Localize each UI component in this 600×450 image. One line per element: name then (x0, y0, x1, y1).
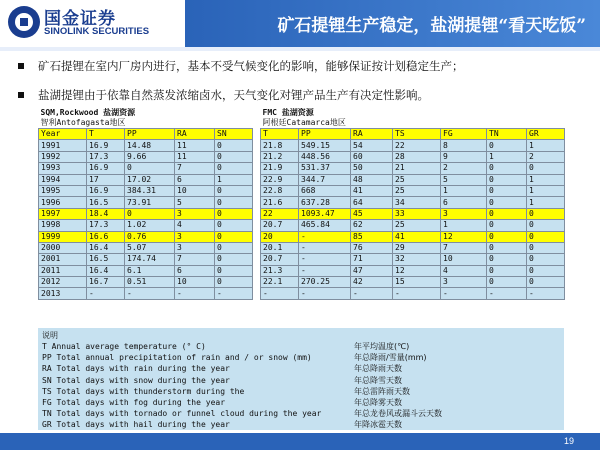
table-cell: 1 (487, 151, 527, 162)
column-header: PP (125, 129, 175, 140)
column-header: SN (215, 129, 253, 140)
note-english: SN Total days with snow during the year (42, 375, 230, 385)
table-cell: 0 (125, 163, 175, 174)
table-cell: 0.51 (125, 277, 175, 288)
column-gap (253, 277, 261, 288)
table-cell: 448.56 (299, 151, 351, 162)
logo-mark-icon (8, 6, 40, 38)
table-cell: 20.7 (261, 254, 299, 265)
table-cell: 531.37 (299, 163, 351, 174)
table-cell: 47 (351, 265, 393, 276)
table-cell: 0 (215, 242, 253, 253)
year-cell: 2001 (39, 254, 87, 265)
table-cell: 16.9 (87, 163, 125, 174)
table-cell: 42 (351, 277, 393, 288)
table-cell: 64 (351, 197, 393, 208)
table-cell: 22.8 (261, 185, 299, 196)
table-cell: 16.5 (87, 254, 125, 265)
table-cell: 16.9 (87, 140, 125, 151)
table-cell: 76 (351, 242, 393, 253)
year-cell: 1991 (39, 140, 87, 151)
table-cell: 7 (175, 163, 215, 174)
table-row (39, 265, 565, 276)
table-cell: 60 (351, 151, 393, 162)
note-chinese: 年总降雾天数 (354, 398, 402, 407)
table-cell: 32 (393, 254, 441, 265)
table-cell: 6 (175, 265, 215, 276)
table-cell: 21.6 (261, 197, 299, 208)
table-cell: 0 (527, 254, 565, 265)
year-cell: 1994 (39, 174, 87, 185)
table-row (39, 174, 565, 185)
table-cell: 21.9 (261, 163, 299, 174)
table-cell: - (527, 288, 565, 299)
table-cell: 25 (393, 185, 441, 196)
table-row (39, 197, 565, 208)
column-gap (253, 174, 261, 185)
note-english: T Annual average temperature (° C) (42, 342, 206, 351)
column-gap (253, 242, 261, 253)
table-cell: 10 (175, 277, 215, 288)
note-english: FG Total days with fog during the year (42, 398, 226, 407)
table-row (39, 277, 565, 288)
table-cell: 1 (527, 174, 565, 185)
column-gap (253, 197, 261, 208)
table-cell: 12 (393, 265, 441, 276)
table-cell: 1.02 (125, 220, 175, 231)
table-cell: 0 (215, 208, 253, 219)
column-gap (253, 108, 261, 118)
table-cell: 0 (487, 220, 527, 231)
table-cell: 28 (393, 151, 441, 162)
table-cell: 22.1 (261, 277, 299, 288)
table-cell: 0 (487, 197, 527, 208)
table-cell: - (175, 288, 215, 299)
table-cell: 344.7 (299, 174, 351, 185)
note-english: PP Total annual precipitation of rain and / or snow (mm) (42, 353, 312, 363)
column-gap (253, 129, 261, 140)
table-cell: 0 (215, 254, 253, 265)
table-cell: 1 (527, 140, 565, 151)
footer-bar (0, 433, 600, 450)
table-cell: - (299, 231, 351, 242)
table-cell: 549.15 (299, 140, 351, 151)
title-divider (0, 47, 600, 51)
table-cell: 6 (175, 174, 215, 185)
table-cell: 0 (527, 231, 565, 242)
table-cell: 9 (441, 151, 487, 162)
table-row (39, 288, 565, 299)
table-cell: 0 (527, 265, 565, 276)
note-english: RA Total days with rain during the year (42, 364, 230, 374)
column-gap (253, 254, 261, 265)
table-cell: 14.48 (125, 140, 175, 151)
table-cell: 16.5 (87, 197, 125, 208)
source-row (39, 108, 565, 118)
table-cell: - (87, 288, 125, 299)
table-cell: 11 (175, 140, 215, 151)
logo (0, 0, 185, 47)
table-cell: 10 (441, 254, 487, 265)
column-header: RA (351, 129, 393, 140)
table-cell: 3 (441, 277, 487, 288)
note-english: TS Total days with thunderstorm during the (42, 386, 245, 396)
note-chinese: 年总降雪天数 (354, 375, 402, 385)
table-cell: 4 (441, 265, 487, 276)
note-item (42, 419, 562, 430)
year-cell: 2013 (39, 288, 87, 299)
table-row (39, 151, 565, 162)
climate-data-panel (38, 108, 564, 430)
table-cell: 6 (441, 197, 487, 208)
table-cell: 34 (393, 197, 441, 208)
table-cell: 1 (527, 197, 565, 208)
table-cell: 0 (215, 140, 253, 151)
table-cell: 20.1 (261, 242, 299, 253)
year-cell: 1998 (39, 220, 87, 231)
table-row (39, 254, 565, 265)
table-cell: 73.91 (125, 197, 175, 208)
note-item (42, 386, 562, 397)
table-row-highlighted (39, 208, 565, 219)
table-cell: 0 (125, 208, 175, 219)
table-cell: 668 (299, 185, 351, 196)
note-item (42, 341, 562, 352)
table-cell: 16.4 (87, 265, 125, 276)
table-cell: 15 (393, 277, 441, 288)
column-gap (253, 231, 261, 242)
table-cell: 22 (393, 140, 441, 151)
note-chinese: 年总龙卷风或漏斗云天数 (354, 409, 442, 419)
table-cell: 20 (261, 231, 299, 242)
column-header: GR (527, 129, 565, 140)
table-cell: - (351, 288, 393, 299)
table-cell: 71 (351, 254, 393, 265)
table-cell: 0 (487, 174, 527, 185)
note-item (42, 363, 562, 374)
table-cell: 2 (527, 151, 565, 162)
table-cell: 0 (487, 163, 527, 174)
table-cell: 12 (441, 231, 487, 242)
year-cell: 1997 (39, 208, 87, 219)
column-gap (253, 208, 261, 219)
table-row (39, 140, 565, 151)
column-gap (253, 163, 261, 174)
year-cell: 1999 (39, 231, 87, 242)
table-cell: 1093.47 (299, 208, 351, 219)
note-chinese: 年总降雨天数 (354, 364, 402, 374)
slide-title: 矿石提锂生产稳定，盐湖提锂“看天吃饭” (277, 16, 586, 36)
note-item (42, 352, 562, 363)
table-cell: 174.74 (125, 254, 175, 265)
source-label-right: FMC 盐湖资源 (262, 108, 314, 117)
table-cell: 16.4 (87, 242, 125, 253)
table-cell: - (299, 242, 351, 253)
table-cell: 4 (175, 220, 215, 231)
note-item (42, 375, 562, 386)
table-cell: 17 (87, 174, 125, 185)
table-cell: 21.3 (261, 265, 299, 276)
table-cell: 7 (441, 242, 487, 253)
table-row (39, 220, 565, 231)
column-gap (253, 118, 261, 129)
bullet-item (18, 58, 464, 74)
logo-text-cn: 国金证券 (44, 9, 116, 29)
table-cell: 0 (527, 208, 565, 219)
table-cell: 7 (175, 254, 215, 265)
table-cell: 8 (441, 140, 487, 151)
table-cell: 5 (175, 197, 215, 208)
table-cell: 1 (215, 174, 253, 185)
column-header: FG (441, 129, 487, 140)
table-cell: 0 (487, 140, 527, 151)
table-cell: 17.3 (87, 151, 125, 162)
table-cell: 20.7 (261, 220, 299, 231)
note-english: TN Total days with tornado or funnel cloud during the year (42, 409, 322, 419)
logo-text-en: SINOLINK SECURITIES (44, 26, 150, 37)
column-gap (253, 140, 261, 151)
column-gap (253, 265, 261, 276)
table-cell: 22.9 (261, 174, 299, 185)
table-cell: 0 (215, 220, 253, 231)
year-cell: 1996 (39, 197, 87, 208)
column-header: PP (299, 129, 351, 140)
source-label-right: 阿根廷Catamarca地区 (262, 118, 346, 127)
table-cell: 0 (215, 231, 253, 242)
column-header: T (261, 129, 299, 140)
bullet-square-icon (18, 63, 24, 69)
table-cell: 0 (527, 242, 565, 253)
table-cell: 0 (527, 220, 565, 231)
note-item (42, 408, 562, 419)
table-cell: 29 (393, 242, 441, 253)
column-gap (253, 220, 261, 231)
table-row-highlighted (39, 231, 565, 242)
table-cell: 22 (261, 208, 299, 219)
table-row (39, 163, 565, 174)
table-cell: 0 (215, 151, 253, 162)
column-gap (253, 288, 261, 299)
bullet-text: 矿石提锂在室内厂房内进行，基本不受气候变化的影响，能够保证按计划稳定生产； (38, 59, 464, 73)
year-cell: 1993 (39, 163, 87, 174)
table-cell: - (261, 288, 299, 299)
title-bar (185, 0, 600, 47)
table-cell: 3 (441, 208, 487, 219)
table-cell: 0 (487, 208, 527, 219)
table-cell: 45 (351, 208, 393, 219)
column-header: T (87, 129, 125, 140)
year-cell: 2000 (39, 242, 87, 253)
table-cell: 384.31 (125, 185, 175, 196)
table-cell: 0 (527, 163, 565, 174)
table-cell: 18.4 (87, 208, 125, 219)
table-cell: 0 (215, 163, 253, 174)
table-cell: 5.07 (125, 242, 175, 253)
source-label-left: 智利Antofagasta地区 (40, 118, 126, 127)
table-cell: 1 (441, 220, 487, 231)
table-cell: - (215, 288, 253, 299)
table-cell: 85 (351, 231, 393, 242)
table-cell: - (393, 288, 441, 299)
table-cell: 54 (351, 140, 393, 151)
table-cell: 0 (215, 185, 253, 196)
table-cell: 270.25 (299, 277, 351, 288)
climate-table (38, 108, 565, 300)
note-item (42, 397, 562, 408)
note-chinese: 年降冰雹天数 (354, 420, 402, 430)
table-cell: 1 (441, 185, 487, 196)
table-cell: 41 (351, 185, 393, 196)
table-cell: 21.2 (261, 151, 299, 162)
table-cell: - (299, 265, 351, 276)
table-cell: 0 (215, 277, 253, 288)
table-cell: 25 (393, 220, 441, 231)
note-chinese: 年平均温度(℃) (354, 342, 410, 351)
table-cell: 3 (175, 208, 215, 219)
table-cell: 0 (487, 185, 527, 196)
table-cell: 0 (527, 277, 565, 288)
page-number: 19 (563, 436, 574, 446)
table-cell: 11 (175, 151, 215, 162)
table-cell: 465.84 (299, 220, 351, 231)
table-cell: - (441, 288, 487, 299)
column-header: Year (39, 129, 87, 140)
table-cell: 33 (393, 208, 441, 219)
table-cell: 17.3 (87, 220, 125, 231)
table-cell: - (125, 288, 175, 299)
table-cell: - (299, 254, 351, 265)
table-cell: 9.66 (125, 151, 175, 162)
table-cell: 10 (175, 185, 215, 196)
table-cell: 21.8 (261, 140, 299, 151)
year-cell: 2011 (39, 265, 87, 276)
table-cell: 0 (487, 231, 527, 242)
table-cell: 2 (441, 163, 487, 174)
note-chinese: 年总雷阵雨天数 (354, 386, 410, 396)
note-english: GR Total days with hail during the year (42, 420, 230, 430)
table-cell: 0.76 (125, 231, 175, 242)
table-row (39, 242, 565, 253)
year-cell: 1992 (39, 151, 87, 162)
column-gap (253, 151, 261, 162)
header (0, 0, 600, 47)
table-cell: 6.1 (125, 265, 175, 276)
table-cell: 48 (351, 174, 393, 185)
bullet-square-icon (18, 92, 24, 98)
table-cell: 62 (351, 220, 393, 231)
table-cell: 0 (487, 265, 527, 276)
table-row (39, 185, 565, 196)
year-cell: 2012 (39, 277, 87, 288)
column-header: TN (487, 129, 527, 140)
source-label-left: SQM,Rockwood 盐湖资源 (40, 108, 136, 117)
table-cell: - (299, 288, 351, 299)
note-chinese: 年总降雨/雪量(mm) (354, 353, 427, 363)
table-cell: 16.7 (87, 277, 125, 288)
source-row (39, 118, 565, 129)
table-cell: 637.28 (299, 197, 351, 208)
table-cell: 16.9 (87, 185, 125, 196)
table-cell: 1 (527, 185, 565, 196)
table-cell: 3 (175, 242, 215, 253)
year-cell: 1995 (39, 185, 87, 196)
table-cell: 21 (393, 163, 441, 174)
table-cell: 25 (393, 174, 441, 185)
table-cell: 41 (393, 231, 441, 242)
header-row (39, 129, 565, 140)
table-cell: 16.6 (87, 231, 125, 242)
notes-box (38, 328, 564, 430)
table-cell: 0 (487, 277, 527, 288)
table-cell: 17.02 (125, 174, 175, 185)
column-header: TS (393, 129, 441, 140)
bullet-text: 盐湖提锂由于依靠自然蒸发浓缩卤水，天气变化对锂产品生产有决定性影响。 (38, 88, 429, 102)
table-cell: 0 (487, 254, 527, 265)
column-header: RA (175, 129, 215, 140)
table-cell: - (487, 288, 527, 299)
table-cell: 5 (441, 174, 487, 185)
table-cell: 0 (487, 242, 527, 253)
table-cell: 0 (215, 197, 253, 208)
table-cell: 50 (351, 163, 393, 174)
table-cell: 3 (175, 231, 215, 242)
table-cell: 0 (215, 265, 253, 276)
column-gap (253, 185, 261, 196)
notes-heading-text: 说明 (42, 331, 58, 340)
bullet-item (18, 87, 429, 103)
